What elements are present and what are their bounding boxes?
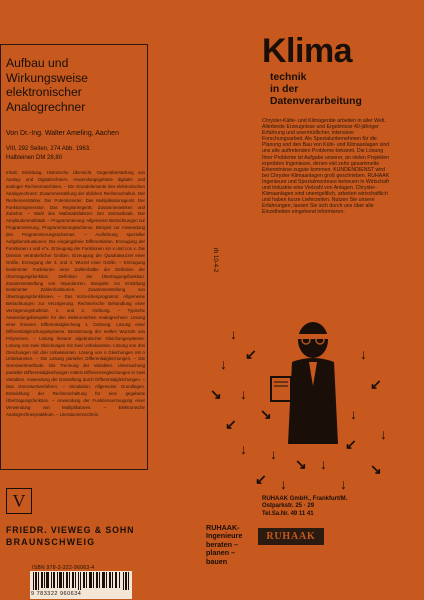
arrow-icon: ↓ — [230, 326, 237, 342]
isbn-label: ISBN 978-3-322-96063-4 — [32, 565, 95, 571]
ruhaak-tagline: RUHAAK- Ingenieure beraten – planen – bauen — [206, 523, 243, 566]
arrow-icon: ↙ — [255, 471, 267, 487]
arrow-icon: ↘ — [295, 456, 307, 472]
arrow-icon: ↓ — [220, 356, 227, 372]
book-table-of-contents: Inhalt: Einleitung. Historische Übersicht. Gegenüberstellung von Analog- und Digitalrechnern. Anwendungsgebiete digitaler und analoger Rechenmaschinen. – Die Grundelemente des elektronischen Analogrechners: Zusammenstellung der üblichen Rechenschaltun. Der Rechenverstärker. Der Potentiometer. Das Multiplikationsgerät. Der Funktionsgenerator. Das Registriergerät. Zusammenwirken und Zubehör. – Wahl des Maßstabsfaktors: Der Zeitmaßstab. Der Amplitudenmaßstab. – Programmierung: Allgemeine Betrachtungen zur Programmierung. Programmierungsschema. Beispiel zur Anwendung des Programmierungsschemas. – Ausführung spezieller Aufgabensituationen: Die eingangsfreie Differentiation. Erzeugung der Funktionen x und e^x. Erzeugung der Funktionen sin x und cos x. Die Division veränderlicher Größen. Erzeugung der Quadratwurzel einer Größe. Erzeugung der 3. und 4. Wurzel einer Größe. – Erzeugung bestimmter Funktionen einer Zahlenhalbe der Definition der Übertragungsfunktion. Definition der Übertragungsfunktion. Zusammenstellung von Impedanzen. Beispiele zur Ermittlung bestimmter Zahlenfunktionen. Zusammenstellung von Übertragungsfunktionen. – Das Vorzeichenprogramm: Allgemeine Betrachtungen zur Verzögerung. Rechnerische Behandlung einer Verzögerungsfunktion 1. und 2. Ordnung. – Typische Anwendungsbeispiele für den elektronischen Analogrechner: Lösung einer linearen Differentialgleichung 1. Ordnung. Lösung einer Differentialgleichungssysteme. Bestimmung der reellen Wurzeln von Polynomen. – Lösung linearer algebraischer Gleichungssysteme. Lösung von zwei Gleichungen mit zwei Unbekannten. Lösung von drei Gleichungen mit drei Unbekannten. Lösung von n Gleichungen mit n Unbekannten. – Die Lösung partieller Differentialgleichungen. – Die Grenzwertmethode. Die Trennung der Variablen. Untersuchung partieller Differentialgleichungen mittels Differenzengleichungen in zwei Variablen. Anwendung der Darstellung durch Differentialgleichungen. – Das Grenzwertverfahren. – Simulation: Allgemeine Grundlagen. Entwicklung der Rechenschaltung für eine gegebene Übertragungsfunktion. – Anwendung der Funktionserzeugung einer Verwendung von Multiplikatoren. – Elektronische Analogrechnerpraktikum. – Literaturverzeichnis. — [6, 170, 145, 417]
arrow-icon: ↙ — [370, 376, 382, 392]
arrow-icon: ↙ — [225, 416, 237, 432]
barcode-number: 9 783322 960634 — [31, 591, 82, 597]
arrow-icon: ↙ — [345, 436, 357, 452]
book-author: Von Dr.-Ing. Walter Ameling, Aachen — [6, 130, 119, 137]
book-edition: VIII, 292 Seiten, 274 Abb. 1963. — [6, 146, 91, 152]
arrow-icon: ↘ — [370, 461, 382, 477]
arrow-icon: ↓ — [240, 441, 247, 457]
arrow-icon: ↓ — [320, 456, 327, 472]
advert-body: Chrysler-Kälte- und Klimageräte arbeiten in aller Welt. Allerbeste Erzeugnisse und Ergebnisse 40-jähriger Erfahrung und unermüdlicher, intensiver Forschungsarbeit. Als Spezialunternehmen für die Planung und den Bau von Kühl- und Klimaanlagen sind uns alle auftretenden Probleme bekannt. Die Lösung Ihrer Probleme ist Aufgabe unserer, an vielen Projekten erprobten Ingenieure, denen viel zehn gesammelte Erkenntnisse zugute kommen. KUNDENDIENST wird bei Chrysler-Klimaanlagen groß geschrieben. RUHAAK Ingenieure und Spezialmonteure betreuen in Wirtschaft und Industrie eine Vielzahl von Anlagen. Chrysler-Klimaanlagen sind unentgeltlich, arbeiten wirtschaftlich und haben kurze Lieferzeiten. Nutzen Sie unsere Erfahrungen, lassen Sie sich durch uns über alle Einzelheiten eingehend informieren. — [262, 118, 390, 216]
arrow-icon: ↓ — [280, 476, 287, 492]
book-price: Halbleinen DM 28,80 — [6, 155, 63, 161]
barcode — [30, 571, 132, 599]
illustration-man-with-arrows — [200, 316, 410, 506]
arrow-icon: ↓ — [270, 446, 277, 462]
book-title: Aufbau und Wirkungsweise elektronischer Analogrechner — [6, 56, 88, 114]
arrow-icon: ↙ — [245, 346, 257, 362]
side-code: rh 10-4-2 — [212, 248, 218, 273]
arrow-icon: ↓ — [340, 476, 347, 492]
advert-title: Klima — [262, 32, 353, 70]
arrow-icon: ↓ — [380, 426, 387, 442]
publisher-name: FRIEDR. VIEWEG & SOHN — [6, 525, 135, 535]
barcode-icon — [31, 572, 131, 590]
arrow-icon: ↓ — [240, 386, 247, 402]
book-advert — [0, 0, 148, 600]
arrow-icon: ↘ — [210, 386, 222, 402]
arrow-icon: ↓ — [360, 346, 367, 362]
ruhaak-logo: RUHAAK — [258, 528, 324, 545]
ruhaak-address: RUHAAK GmbH., Frankfurt/M. Ostparkstr. 25 · 29 Tel.Sa.Nr. 49 11 41 — [262, 496, 348, 517]
arrow-icon: ↘ — [260, 406, 272, 422]
arrow-icon: ↓ — [350, 406, 357, 422]
advert-subtitle: technik in der Datenverarbeitung — [270, 72, 362, 107]
publisher-city: BRAUNSCHWEIG — [6, 537, 96, 547]
publisher-logo: V — [6, 488, 32, 514]
